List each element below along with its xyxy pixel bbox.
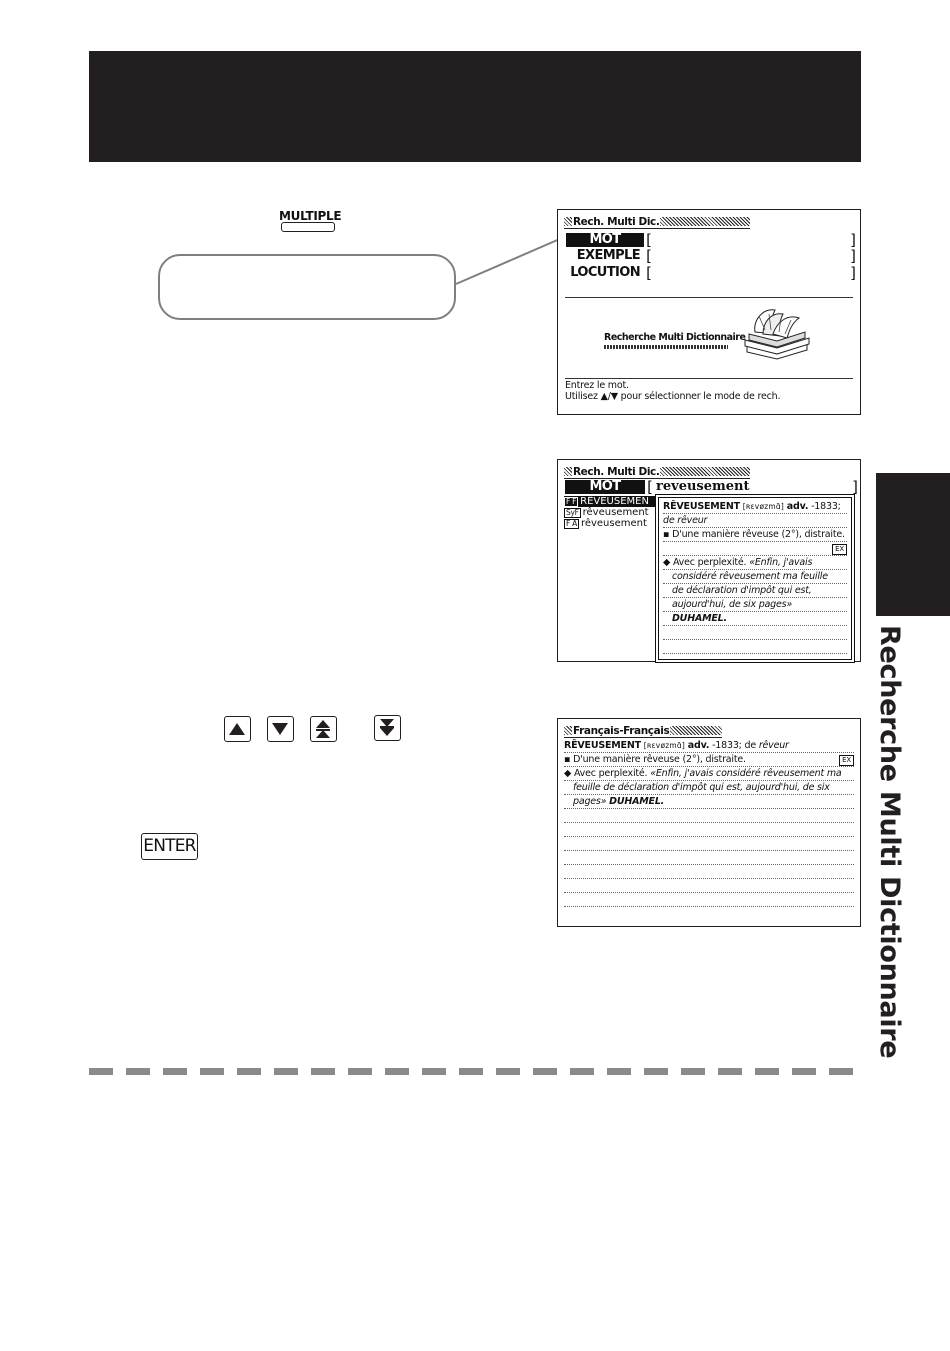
quote: «Enfin, j'avais considéré rêveusement ma: [650, 768, 842, 779]
field-exemple[interactable]: EXEMPLE [ ]: [566, 248, 858, 264]
field-mot[interactable]: MOT [ ]: [566, 232, 858, 248]
entry-line: [663, 500, 847, 514]
page-up-key: [310, 716, 337, 742]
field-locution[interactable]: LOCUTION [ ]: [566, 265, 858, 281]
part-of-speech: adv.: [786, 501, 809, 512]
books-icon: [741, 304, 813, 360]
sense-2: ◆ Avec perplexité. «Enfin, j'avais considéré rêveusement ma: [564, 767, 854, 781]
empty-line: [564, 851, 854, 865]
dict-tag: F A: [566, 518, 577, 528]
screen1-title-bar: [564, 215, 750, 228]
etymology: rêveur: [758, 740, 789, 751]
enter-key: ENTER: [141, 833, 198, 860]
dict-tag: SyF: [566, 507, 579, 517]
quote: de déclaration d'impôt qui est,: [663, 584, 847, 598]
empty-line: [564, 837, 854, 851]
part-of-speech: adv.: [687, 740, 710, 751]
screen-multi-search: [557, 209, 861, 415]
example-badge[interactable]: EX: [832, 544, 847, 555]
field-value[interactable]: [653, 233, 849, 247]
preview-popup: [658, 497, 852, 660]
quote-end: [564, 795, 854, 809]
quote: feuille de déclaration d'impôt qui est, aujourd'hui, de six: [564, 781, 854, 795]
headword: RÊVEUSEMENT: [564, 740, 641, 751]
up-key: [224, 716, 251, 742]
sense-text: Avec perplexité.: [672, 557, 747, 568]
empty-line: [663, 626, 847, 640]
result-item[interactable]: [564, 518, 647, 529]
field-value[interactable]: [653, 249, 849, 263]
date: -1833; de: [712, 740, 756, 751]
field-label: EXEMPLE: [576, 248, 640, 263]
entry-line: [564, 739, 854, 753]
example-badge[interactable]: EX: [839, 755, 854, 766]
result-item[interactable]: [564, 496, 656, 507]
sense-text: D'une manière rêveuse (2°), distraite.: [672, 529, 845, 540]
result-item[interactable]: [564, 507, 649, 518]
down-triangle-icon: [268, 717, 292, 740]
sense-1: ▪ D'une manière rêveuse (2°), distraite. EX: [564, 753, 854, 767]
double-up-icon: [311, 717, 335, 740]
field-label: MOT: [565, 480, 645, 494]
logo-text: Recherche Multi Dictionnaire: [604, 332, 746, 343]
field-label: LOCUTION: [570, 265, 640, 280]
author: DUHAMEL.: [609, 796, 665, 807]
field-value[interactable]: reveusement: [656, 479, 750, 494]
example-line: [663, 542, 847, 556]
dict-tag: F F: [566, 496, 577, 506]
down-key: [267, 716, 294, 742]
page-down-key: [374, 715, 401, 741]
section-tab: [876, 473, 950, 616]
phonetic: [ʀɛvøzmɑ̃]: [742, 502, 784, 511]
help-message-1: Entrez le mot.: [565, 380, 629, 391]
callout-bubble: [158, 254, 456, 320]
divider: [565, 297, 853, 298]
quote: aujourd'hui, de six pages»: [663, 598, 847, 612]
screen1-title: Rech. Multi Dic.: [573, 215, 660, 228]
field-value[interactable]: [653, 266, 849, 280]
logo-underline: [604, 345, 728, 349]
up-triangle-icon: [225, 717, 249, 740]
divider: [565, 378, 853, 379]
screen2-title: Rech. Multi Dic.: [573, 465, 660, 478]
screen-dictionary-entry: [557, 718, 861, 927]
sense-1: ▪ D'une manière rêveuse (2°), distraite.: [663, 528, 847, 542]
result-text: RÊVEUSEMEN: [580, 496, 649, 507]
side-title: Recherche Multi Dictionnaire: [874, 625, 905, 1059]
quote: «Enfin, j'avais: [749, 557, 813, 568]
quote: pages»: [573, 796, 607, 807]
multiple-key-label: MULTIPLE: [279, 209, 342, 223]
screen2-title-bar: [564, 465, 750, 478]
double-down-icon: [375, 716, 399, 739]
help-message-2: Utilisez ▲/▼ pour sélectionner le mode de rech.: [565, 391, 781, 402]
screen3-title: Français-Français: [573, 724, 670, 737]
dashed-divider: [89, 1068, 861, 1075]
empty-line: [564, 893, 854, 907]
empty-line: [564, 865, 854, 879]
screen-search-results: [557, 459, 861, 662]
quote: considéré rêveusement ma feuille: [663, 570, 847, 584]
empty-line: [663, 640, 847, 654]
sense-text: Avec perplexité.: [573, 768, 648, 779]
result-text: rêveusement: [582, 507, 649, 518]
field-label: MOT: [566, 233, 644, 247]
result-text: rêveusement: [580, 518, 647, 529]
headword: RÊVEUSEMENT: [663, 501, 740, 512]
empty-line: [564, 809, 854, 823]
sense-2: ◆ Avec perplexité. «Enfin, j'avais: [663, 556, 847, 570]
sense-text: D'une manière rêveuse (2°), distraite.: [573, 754, 746, 765]
date: -1833;: [811, 501, 841, 512]
author: DUHAMEL.: [663, 612, 847, 626]
empty-line: [564, 879, 854, 893]
etymology: de rêveur: [663, 514, 847, 528]
field-mot[interactable]: MOT [ reveusement ]: [565, 479, 860, 495]
empty-line: [564, 823, 854, 837]
phonetic: [ʀɛvøzmɑ̃]: [643, 741, 685, 750]
screen3-title-bar: [564, 724, 722, 737]
